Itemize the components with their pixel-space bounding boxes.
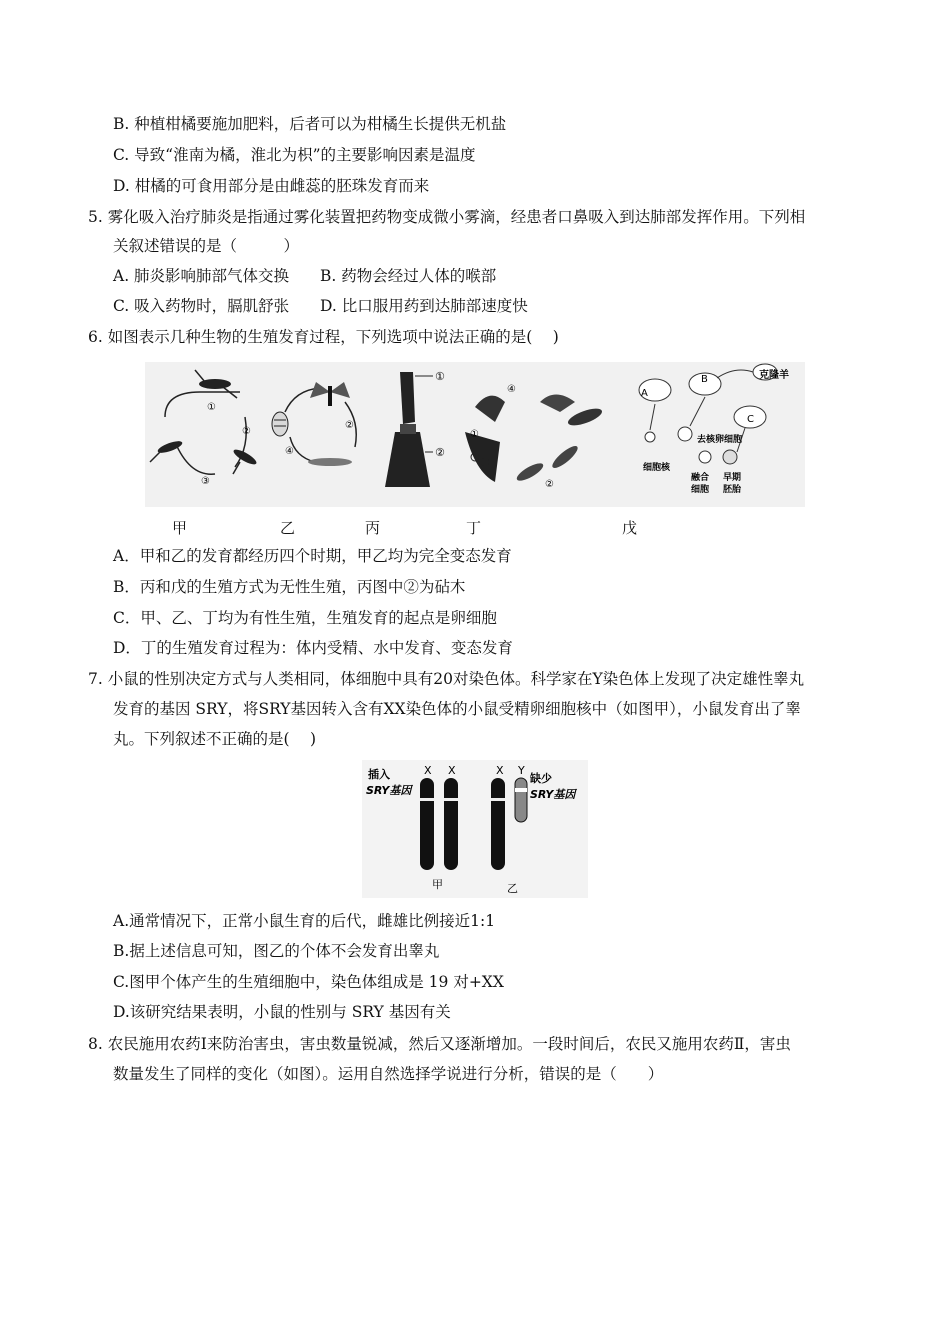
sheep-b-label: B: [701, 374, 708, 385]
mark-2: ②: [242, 426, 251, 437]
enucleated-egg-label: 去核卵细胞: [697, 435, 743, 445]
fig-label-wu: 戊: [622, 519, 638, 537]
insert-label-2: SRY基因: [366, 784, 412, 797]
q6-option-d: D．丁的生殖发育过程为：体内受精、水中发育、变态发育: [113, 639, 513, 657]
q7-stem-line3: 丸。下列叙述不正确的是( ): [113, 730, 317, 748]
q7-chromosome-figure: [362, 760, 588, 898]
fused-cell-label-1: 融合: [691, 473, 710, 483]
lack-label-2: SRY基因: [530, 788, 576, 801]
fig-label-jia: 甲: [172, 519, 188, 537]
chrom-y-label: Y: [518, 764, 525, 777]
graft-mark-1: ①: [435, 370, 445, 383]
chrom-x-label-3: X: [496, 764, 504, 777]
frog-mark-1: ①: [470, 429, 479, 440]
graft-mark-2: ②: [435, 446, 445, 459]
q6-option-c: C．甲、乙、丁均为有性生殖，生殖发育的起点是卵细胞: [113, 609, 497, 627]
q4-option-c: C. 导致“淮南为橘，淮北为枳”的主要影响因素是温度: [113, 146, 476, 164]
q6-option-a: A．甲和乙的发育都经历四个时期，甲乙均为完全变态发育: [113, 547, 512, 565]
q7-option-a: A.通常情况下，正常小鼠生育的后代，雌雄比例接近1:1: [113, 912, 496, 930]
fused-cell-label-2: 细胞: [691, 485, 710, 495]
q7-option-b: B.据上述信息可知，图乙的个体不会发育出睾丸: [113, 942, 440, 960]
chromosome-y: [515, 778, 527, 822]
insert-label-1: 插入: [368, 768, 390, 781]
chromosome-x2: [444, 778, 458, 870]
q5-option-d: D. 比口服用药到达肺部速度快: [320, 297, 528, 315]
chrom-x-label-2: X: [448, 764, 456, 777]
q7-option-c: C.图甲个体产生的生殖细胞中，染色体组成是 19 对+XX: [113, 973, 504, 991]
q5-option-a: A. 肺炎影响肺部气体交换: [113, 267, 290, 285]
fig-label-yi: 乙: [280, 519, 296, 537]
early-embryo-label-2: 胚胎: [723, 485, 742, 495]
mark-3: ③: [201, 476, 210, 487]
mark-1: ①: [207, 402, 216, 413]
frog-mark-2: ②: [545, 479, 554, 490]
q5-option-b: B. 药物会经过人体的喉部: [320, 267, 497, 285]
q5-option-c: C. 吸入药物时，膈肌舒张: [113, 297, 290, 315]
chrom-x-label-1: X: [424, 764, 432, 777]
frog-mark-4: ④: [507, 384, 516, 395]
nucleus-label: 细胞核: [643, 463, 671, 473]
q4-option-b: B. 种植柑橘要施加肥料，后者可以为柑橘生长提供无机盐: [113, 115, 507, 133]
q8-stem-line2: 数量发生了同样的变化（如图）。运用自然选择学说进行分析，错误的是（ ）: [113, 1065, 664, 1083]
mark-4: ④: [285, 446, 294, 457]
sheep-a-label: A: [641, 388, 648, 399]
figure-jia-label: 甲: [432, 878, 443, 891]
q8-stem-line1: 8. 农民施用农药Ⅰ来防治害虫，害虫数量锐减，然后又逐渐增加。一段时间后，农民又施用农药Ⅱ，害虫: [88, 1035, 791, 1053]
clone-sheep-label: 克隆羊: [759, 370, 789, 381]
fig-label-ding: 丁: [466, 519, 482, 537]
q4-option-d: D. 柑橘的可食用部分是由雌蕊的胚珠发育而来: [113, 177, 430, 195]
early-embryo-label-1: 早期: [723, 473, 742, 483]
q5-stem-line2: 关叙述错误的是（ ）: [113, 237, 300, 255]
q6-stem: 6. 如图表示几种生物的生殖发育过程，下列选项中说法正确的是( ): [88, 328, 559, 346]
lack-label-1: 缺少: [530, 772, 552, 785]
q5-stem-line1: 5. 雾化吸入治疗肺炎是指通过雾化装置把药物变成微小雾滴，经患者口鼻吸入到达肺部发挥作用。下列相: [88, 208, 806, 226]
fig-label-bing: 丙: [365, 519, 381, 537]
mark-2b: ②: [345, 420, 354, 431]
sheep-c-label: C: [747, 414, 754, 425]
q6-option-b: B．丙和戊的生殖方式为无性生殖，丙图中②为砧木: [113, 578, 466, 596]
q7-stem-line2: 发育的基因 SRY，将SRY基因转入含有XX染色体的小鼠受精卵细胞核中（如图甲），小鼠发育出了睾: [113, 700, 801, 718]
figure-yi-label: 乙: [507, 882, 518, 895]
q7-stem-line1: 7. 小鼠的性别决定方式与人类相同，体细胞中具有20对染色体。科学家在Y染色体上发现了决定雄性睾丸: [88, 670, 805, 688]
chromosome-x1: [420, 778, 434, 870]
q6-life-cycle-figure: [145, 362, 805, 507]
chromosome-x3: [491, 778, 505, 870]
q7-option-d: D.该研究结果表明，小鼠的性别与 SRY 基因有关: [113, 1003, 451, 1021]
